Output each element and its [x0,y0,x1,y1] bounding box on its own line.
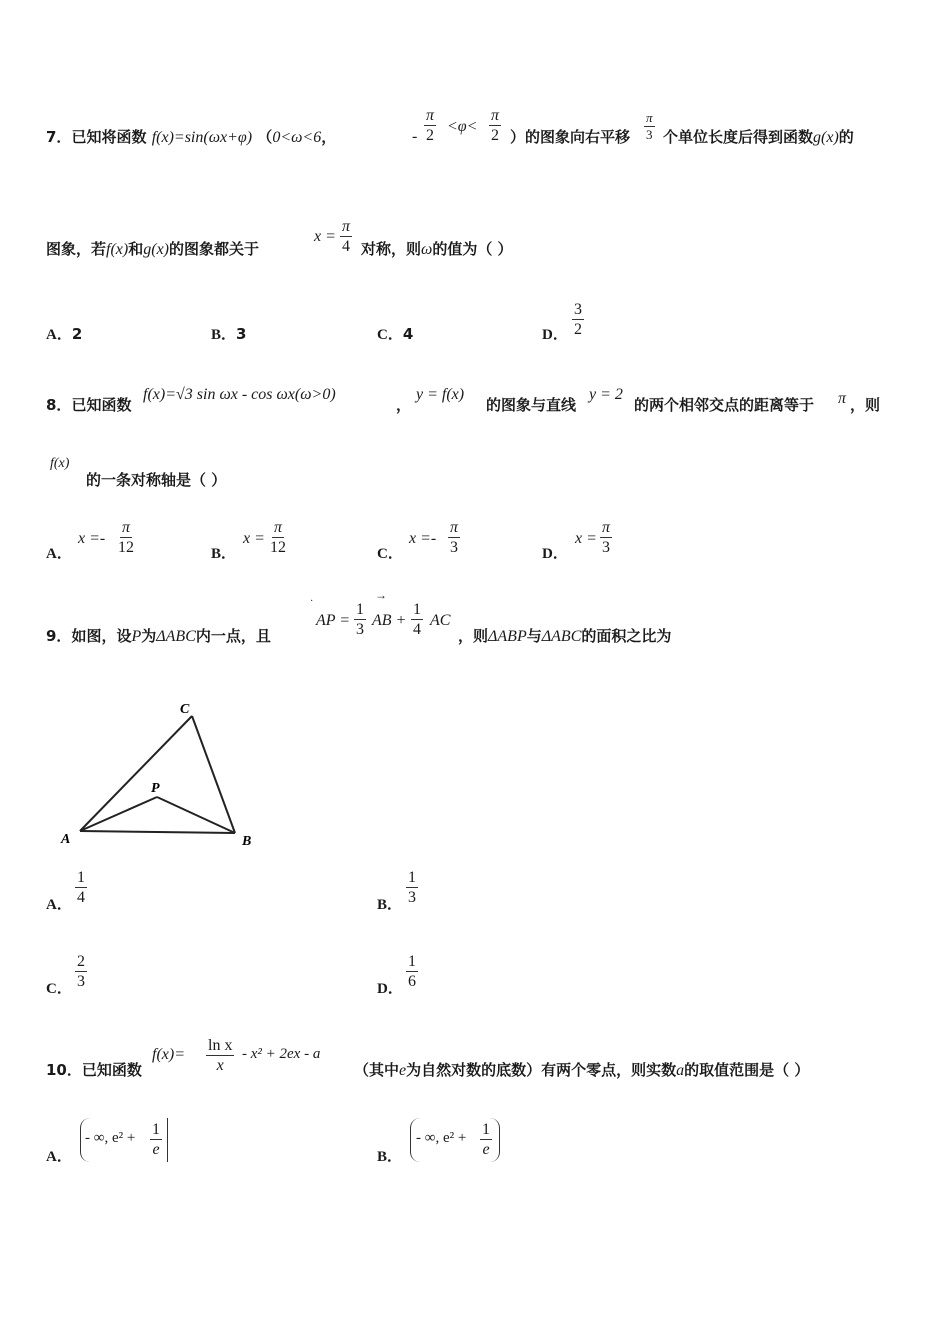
q8-option-d-frac: π 3 [602,519,611,556]
q10-frac-lnx-x: ln x x [208,1037,233,1074]
q10-fx: f(x)= [152,1046,185,1063]
vertex-c: C [180,702,190,717]
q7-neg: - [412,128,418,145]
q10-rest: - x² + 2ex - a [242,1046,321,1062]
q8-function: f(x)=√3 sin ωx - cos ωx(ω>0) [143,386,336,403]
q9-line1: 9．如图，设P为ΔABC内一点，且 [46,627,271,645]
q8-option-d[interactable]: D． [542,546,568,562]
side-ac [80,716,192,831]
q8-y-eq-fx: y = f(x) [416,386,465,403]
q9-ab: AB + [372,612,407,629]
q10-option-b-expr: - ∞, e² + [416,1130,467,1146]
q9-line1-b: ，则ΔABP与ΔABC的面积之比为 [458,627,672,645]
q7-line1: 7．已知将函数 f(x)=sin(ωx+φ) （0<ω<6， [46,128,337,146]
q9-option-d[interactable]: D． [377,981,403,997]
q8-option-b[interactable]: B． [211,546,237,562]
q8-option-b-frac: π 12 [270,519,286,556]
q7-x-eq: x = [314,228,336,245]
q9-ap: AP = [316,612,351,629]
q10-line1: 10．已知函数 [46,1061,142,1079]
q10-line1-b: （其中e为自然对数的底数）有两个零点，则实数a的取值范围是（ ） [354,1061,810,1079]
q10-option-b-frac: 1 e [482,1121,490,1158]
q9-option-c[interactable]: C． [46,981,72,997]
q7-frac-pi-2-b: π 2 [491,107,500,144]
q9-frac-1-4: 1 4 [413,601,421,638]
q7-omega-range: 0<ω<6 [272,129,322,146]
q10-option-a-expr: - ∞, e² + [85,1130,136,1146]
q8-line2: 的一条对称轴是（ ） [86,471,227,489]
q9-vec-ab: → [375,588,387,602]
q10-option-b[interactable]: B． [377,1149,403,1165]
q9-frac-1-3: 1 3 [356,601,364,638]
q7-option-a[interactable]: A．2 [46,325,83,343]
point-p: P [151,781,160,796]
vertex-a: A [61,832,71,847]
q9-option-a-frac: 1 4 [77,869,85,906]
q7-frac-pi-3: π 3 [646,110,653,142]
q7-line2: 图象，若f(x)和g(x)的图象都关于 [46,240,260,258]
side-ab [80,831,235,833]
q7-option-d-frac: 3 2 [574,301,582,338]
q9-option-b-frac: 1 3 [408,869,416,906]
q9-option-c-frac: 2 3 [77,953,85,990]
q7-text-1: 已知将函数 [71,128,147,146]
q8-option-a[interactable]: A． [46,546,72,562]
q9-option-d-frac: 1 6 [408,953,416,990]
q7-option-b[interactable]: B．3 [211,325,247,343]
q9-ac: AC [430,612,451,629]
q8-pi: π [838,390,847,407]
q9-option-a[interactable]: A． [46,897,72,913]
q10-option-a[interactable]: A． [46,1149,72,1165]
vertex-b: B [242,834,252,849]
q7-frac-pi-2-a: π 2 [426,107,435,144]
q7-line2-b: 对称，则ω的值为（ ） [361,240,513,258]
q8-line1: 8．已知函数 [46,396,132,414]
q7-option-d[interactable]: D． [542,327,568,343]
q10-option-a-frac: 1 e [152,1121,160,1158]
q8-option-c-frac: π 3 [450,519,459,556]
q7-frac-pi-4: π 4 [342,218,351,255]
q7-phi-range: <φ< [447,118,478,135]
q8-option-a-frac: π 12 [118,519,134,556]
q9-vec-ap: · [310,596,314,607]
segment-ap [80,797,157,831]
q9-option-b[interactable]: B． [377,897,403,913]
q9-triangle-figure [55,695,275,855]
q7-line1-c: 个单位长度后得到函数g(x)的 [663,128,854,146]
q7-option-c[interactable]: C．4 [377,325,414,343]
q7-line1-b: ）的图象向右平移 [510,128,631,146]
q7-function: f(x)=sin(ωx+φ) [151,129,253,146]
q8-y-eq-2: y = 2 [589,386,623,403]
q8-fx: f(x) [50,456,70,471]
q8-option-c[interactable]: C． [377,546,403,562]
q7-number: 7． [46,128,72,146]
